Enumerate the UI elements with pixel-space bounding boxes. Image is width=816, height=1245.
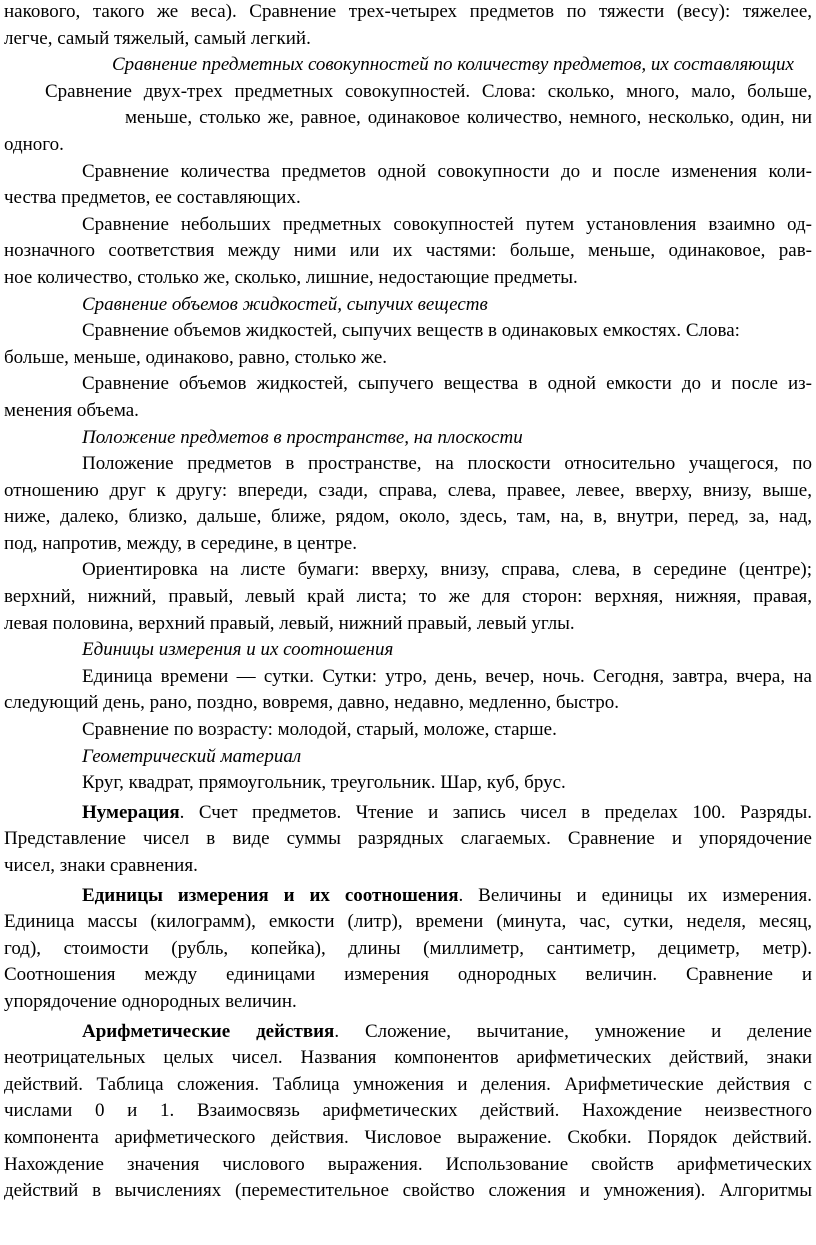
text-line: левая половина, верхний правый, левый, нижний правый, левый углы.	[4, 612, 575, 634]
paragraph	[4, 0, 812, 52]
paragraph	[4, 318, 812, 371]
text-line: следующий день, рано, поздно, вовремя, давно, недавно, медленно, быстро.	[4, 692, 619, 714]
text-line: Сравнение двух-трех предметных совокупностей. Слова: сколько, много, мало, больше,	[45, 80, 812, 102]
text-line: одного.	[4, 133, 64, 155]
text-line: действий в вычислениях (переместительное свойство сложения и умножения). Алгоритмы	[4, 1180, 812, 1202]
text-line: менения объема.	[4, 399, 139, 421]
text-line: упорядочение однородных величин.	[4, 990, 297, 1012]
text-line: ниже, далеко, близко, дальше, ближе, рядом, около, здесь, там, на, в, внутри, перед, за, над,	[4, 506, 812, 528]
text-line: Положение предметов в пространстве, на плоскости относительно учащегося, по	[82, 453, 812, 475]
text-line: Сравнение количества предметов одной совокупности до и после изменения коли-	[82, 160, 812, 182]
paragraph	[4, 451, 812, 557]
text-line: отношению друг к другу: впереди, сзади, справа, слева, правее, левее, вверху, внизу, выше,	[4, 479, 812, 501]
text-run: . Сложение, вычитание, умножение и деление	[334, 1020, 812, 1042]
section-heading: Сравнение объемов жидкостей, сыпучих веществ	[82, 293, 488, 315]
paragraph	[4, 159, 812, 212]
section-heading: Сравнение предметных совокупностей по количеству предметов, их составляющих	[112, 54, 794, 76]
text-line: Сравнение по возрасту: молодой, старый, моложе, старше.	[82, 719, 557, 741]
text-line: Единица массы (килограмм), емкости (литр), времени (минута, час, сутки, неделя, месяц,	[4, 911, 812, 933]
text-line: Сравнение объемов жидкостей, сыпучих веществ в одинаковых емкостях. Слова:	[82, 320, 740, 342]
bold-lead: Нумерация	[82, 801, 180, 823]
bold-lead: Единицы измерения и их соотношения	[82, 884, 459, 906]
text-line: Сравнение небольших предметных совокупностей путем установления взаимно од-	[82, 213, 812, 235]
paragraph	[4, 1019, 812, 1205]
section-heading: Положение предметов в пространстве, на плоскости	[82, 426, 523, 448]
text-line: Круг, квадрат, прямоугольник, треугольник. Шар, куб, брус.	[82, 772, 566, 794]
section-heading: Единицы измерения и их соотношения	[82, 639, 394, 661]
text-line: год), стоимости (рубль, копейка), длины (миллиметр, сантиметр, дециметр, метр).	[4, 937, 812, 959]
text-line: под, напротив, между, в середине, в центре.	[4, 532, 357, 554]
text-run: . Величины и единицы их измерения.	[458, 884, 813, 906]
text-line: больше, меньше, одинаково, равно, столько же.	[4, 346, 388, 368]
paragraph	[4, 79, 812, 159]
text-line: Соотношения между единицами измерения однородных величин. Сравнение и	[4, 964, 812, 986]
text-line: легче, самый тяжелый, самый легкий.	[4, 27, 311, 49]
text-line: Ориентировка на листе бумаги: вверху, внизу, справа, слева, в середине (центре);	[82, 559, 812, 581]
text-line: чества предметов, ее составляющих.	[4, 187, 301, 209]
paragraph	[4, 212, 812, 292]
text-line: верхний, нижний, правый, левый край листа; то же для сторон: верхняя, нижняя, правая,	[4, 586, 812, 608]
text-line	[4, 883, 812, 910]
text-line: неотрицательных целых чисел. Названия компонентов арифметических действий, знаки	[4, 1047, 812, 1069]
text-line: накового, такого же веса). Сравнение трех-четырех предметов по тяжести (весу): тяжелее,	[4, 1, 812, 22]
section-heading: Геометрический материал	[82, 745, 302, 767]
text-line: меньше, столько же, равное, одинаковое количество, немного, несколько, один, ни	[125, 107, 812, 129]
paragraph	[4, 664, 812, 717]
text-line: Единица времени — сутки. Сутки: утро, день, вечер, ночь. Сегодня, завтра, вчера, на	[82, 665, 812, 687]
text-line: Представление чисел в виде суммы разрядных слагаемых. Сравнение и упорядочение	[4, 828, 812, 850]
paragraph	[4, 800, 812, 880]
text-run: . Счет предметов. Чтение и запись чисел в пределах 100. Разряды.	[179, 801, 812, 823]
text-line: компонента арифметического действия. Числовое выражение. Скобки. Порядок действий.	[4, 1126, 812, 1148]
text-line	[4, 800, 812, 827]
text-line: Сравнение объемов жидкостей, сыпучего вещества в одной емкости до и после из-	[82, 373, 812, 395]
text-line: действий. Таблица сложения. Таблица умножения и деления. Арифметические действия с	[4, 1073, 812, 1095]
paragraph	[4, 371, 812, 424]
paragraph	[4, 557, 812, 637]
bold-lead: Арифметические действия	[82, 1020, 335, 1042]
text-line: ное количество, столько же, сколько, лишние, недостающие предметы.	[4, 266, 578, 288]
text-line: числами 0 и 1. Взаимосвязь арифметических действий. Нахождение неизвестного	[4, 1100, 812, 1122]
text-line	[4, 1019, 812, 1046]
text-line: чисел, знаки сравнения.	[4, 855, 198, 876]
text-line: Нахождение значения числового выражения. Использование свойств арифметических	[4, 1153, 812, 1175]
text-line: нозначного соответствия между ними или их частями: больше, меньше, одинаковое, рав-	[4, 240, 812, 262]
paragraph	[4, 883, 812, 1016]
